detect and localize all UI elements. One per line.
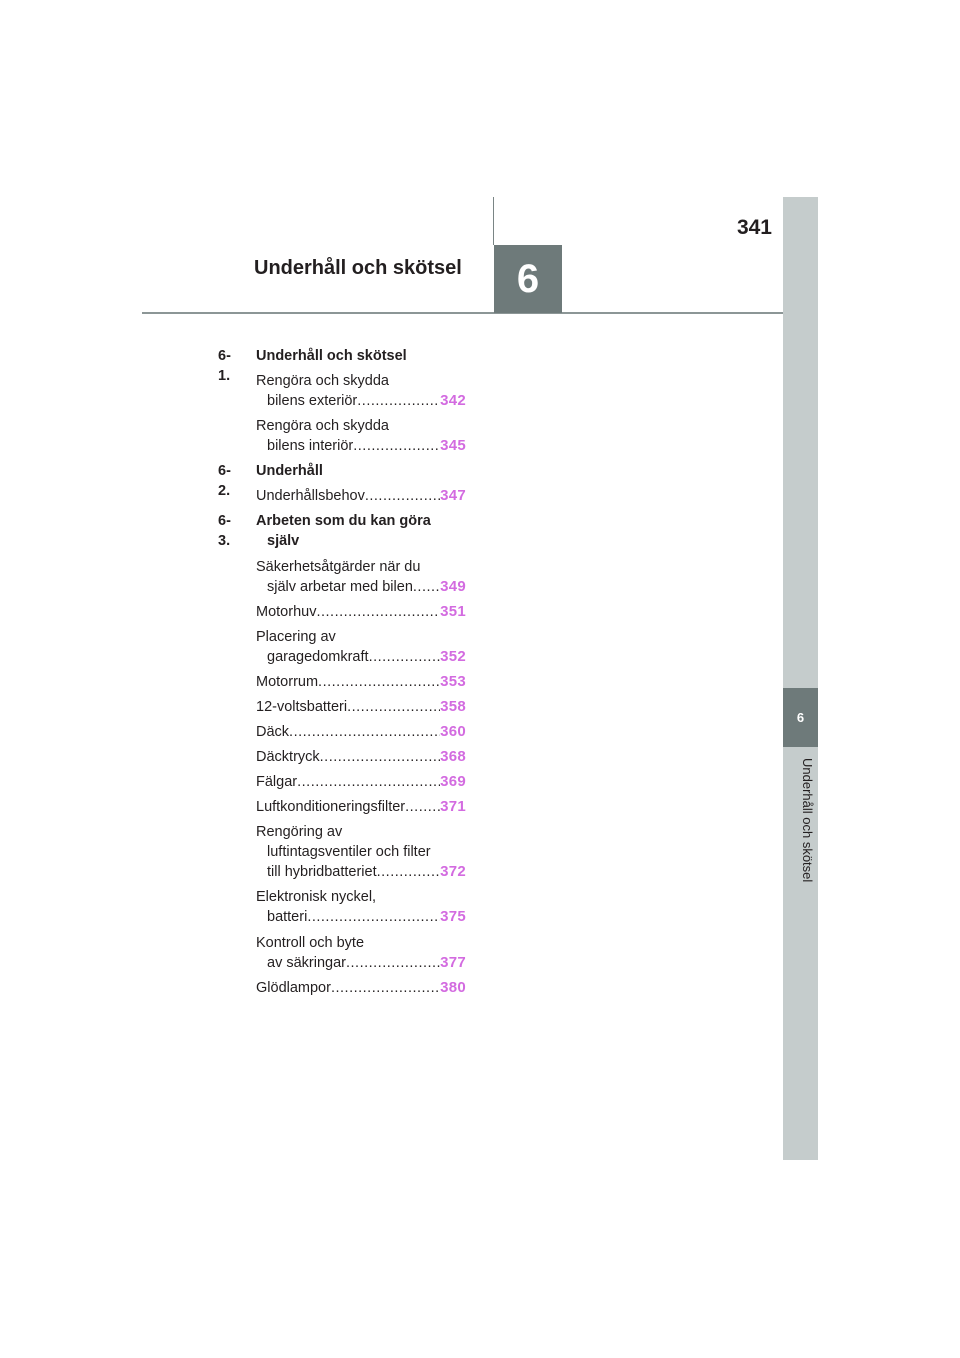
dot-leader [318,672,440,692]
toc-entry[interactable] [267,953,466,973]
page-reference[interactable]: 349 [440,578,466,595]
dot-leader [405,797,440,817]
dot-leader [307,907,440,927]
dot-leader [347,697,440,717]
toc-entry-line[interactable]: Rengöring av [256,824,343,840]
chapter-number-box [494,245,562,313]
chapter-number: 6 [516,256,540,301]
page-reference[interactable]: 353 [440,673,466,690]
toc-entry[interactable] [256,978,466,998]
side-tab-number-box[interactable] [783,688,818,747]
toc-entry-text: bilens exteriör [267,393,358,409]
page-reference[interactable]: 371 [440,798,466,815]
toc-entry-text: själv arbetar med bilen [267,579,413,595]
dot-leader [320,747,440,767]
page-reference[interactable]: 377 [440,954,466,971]
page-reference[interactable]: 347 [440,487,466,504]
page-reference[interactable]: 369 [440,773,466,790]
toc-entry[interactable] [267,907,466,927]
toc-entry-text: av säkringar [267,955,346,971]
page-reference[interactable]: 345 [440,437,466,454]
dot-leader [331,978,440,998]
dot-leader [357,391,440,411]
dot-leader [377,862,440,882]
header-divider-horizontal [142,312,783,314]
toc-entry-line[interactable]: luftintagsventiler och filter [267,844,431,860]
toc-entry[interactable] [256,486,466,506]
section-title[interactable]: Underhåll [256,463,323,479]
toc-entry[interactable] [267,436,466,456]
toc-entry[interactable] [256,772,466,792]
page-reference[interactable]: 342 [440,392,466,409]
toc-entry-text: Motorrum [256,674,319,690]
toc-entry[interactable] [256,797,466,817]
toc-entry-text: bilens interiör [267,438,354,454]
toc-entry-line[interactable]: Elektronisk nyckel, [256,889,377,905]
page-reference[interactable]: 380 [440,979,466,996]
page-reference[interactable]: 372 [440,863,466,880]
toc-entry-text: 12-voltsbatteri [256,699,348,715]
header-divider-vertical [493,197,494,245]
toc-entry-line[interactable]: Kontroll och byte [256,935,365,951]
page-reference[interactable]: 375 [440,908,466,925]
toc-entry-line[interactable]: Placering av [256,629,336,645]
toc-entry[interactable] [267,391,466,411]
toc-entry[interactable] [267,577,466,597]
section-number: 6-3. [218,513,231,549]
toc-entry-text: batteri [267,909,308,925]
section-number: 6-2. [218,463,231,499]
chapter-title: Underhåll och skötsel [254,257,462,279]
dot-leader [353,436,440,456]
dot-leader [316,602,440,622]
side-tab-strip [783,197,818,1160]
toc-entry[interactable] [256,672,466,692]
page-reference[interactable]: 352 [440,648,466,665]
toc-entry-line[interactable]: Säkerhetsåtgärder när du [256,559,421,575]
toc-entry-text: Luftkonditioneringsfilter [256,799,406,815]
toc-entry[interactable] [256,722,466,742]
toc-entry-text: Glödlampor [256,980,331,996]
section-title-continued[interactable]: själv [267,533,300,549]
dot-leader [289,722,440,742]
toc-entry-text: Däck [256,724,290,740]
dot-leader [369,647,441,667]
toc-entry-text: garagedomkraft [267,649,369,665]
side-tab-number: 6 [796,710,805,725]
page-reference[interactable]: 358 [440,698,466,715]
section-title[interactable]: Arbeten som du kan göra [256,513,431,529]
dot-leader [365,486,440,506]
toc-entry-text: till hybridbatteriet [267,864,377,880]
toc-entry[interactable] [256,747,466,767]
page-number: 341 [736,216,772,239]
toc-entry-text: Däcktryck [256,749,320,765]
toc-entry-line[interactable]: Rengöra och skydda [256,418,389,434]
page-reference[interactable]: 351 [440,603,466,620]
dot-leader [297,772,440,792]
toc-entry-text: Motorhuv [256,604,317,620]
section-number: 6-1. [218,348,231,384]
page-reference[interactable]: 360 [440,723,466,740]
toc-entry-text: Fälgar [256,774,298,790]
toc-entry-text: Underhållsbehov [256,488,365,504]
toc-entry[interactable] [267,862,466,882]
toc-entry[interactable] [267,647,466,667]
side-tab-label: Underhåll och skötsel [800,758,815,883]
toc-entry[interactable] [256,697,466,717]
dot-leader [413,577,440,597]
toc-entry-line[interactable]: Rengöra och skydda [256,373,389,389]
dot-leader [346,953,440,973]
toc-entry[interactable] [256,602,466,622]
section-title[interactable]: Underhåll och skötsel [256,348,407,364]
page-reference[interactable]: 368 [440,748,466,765]
